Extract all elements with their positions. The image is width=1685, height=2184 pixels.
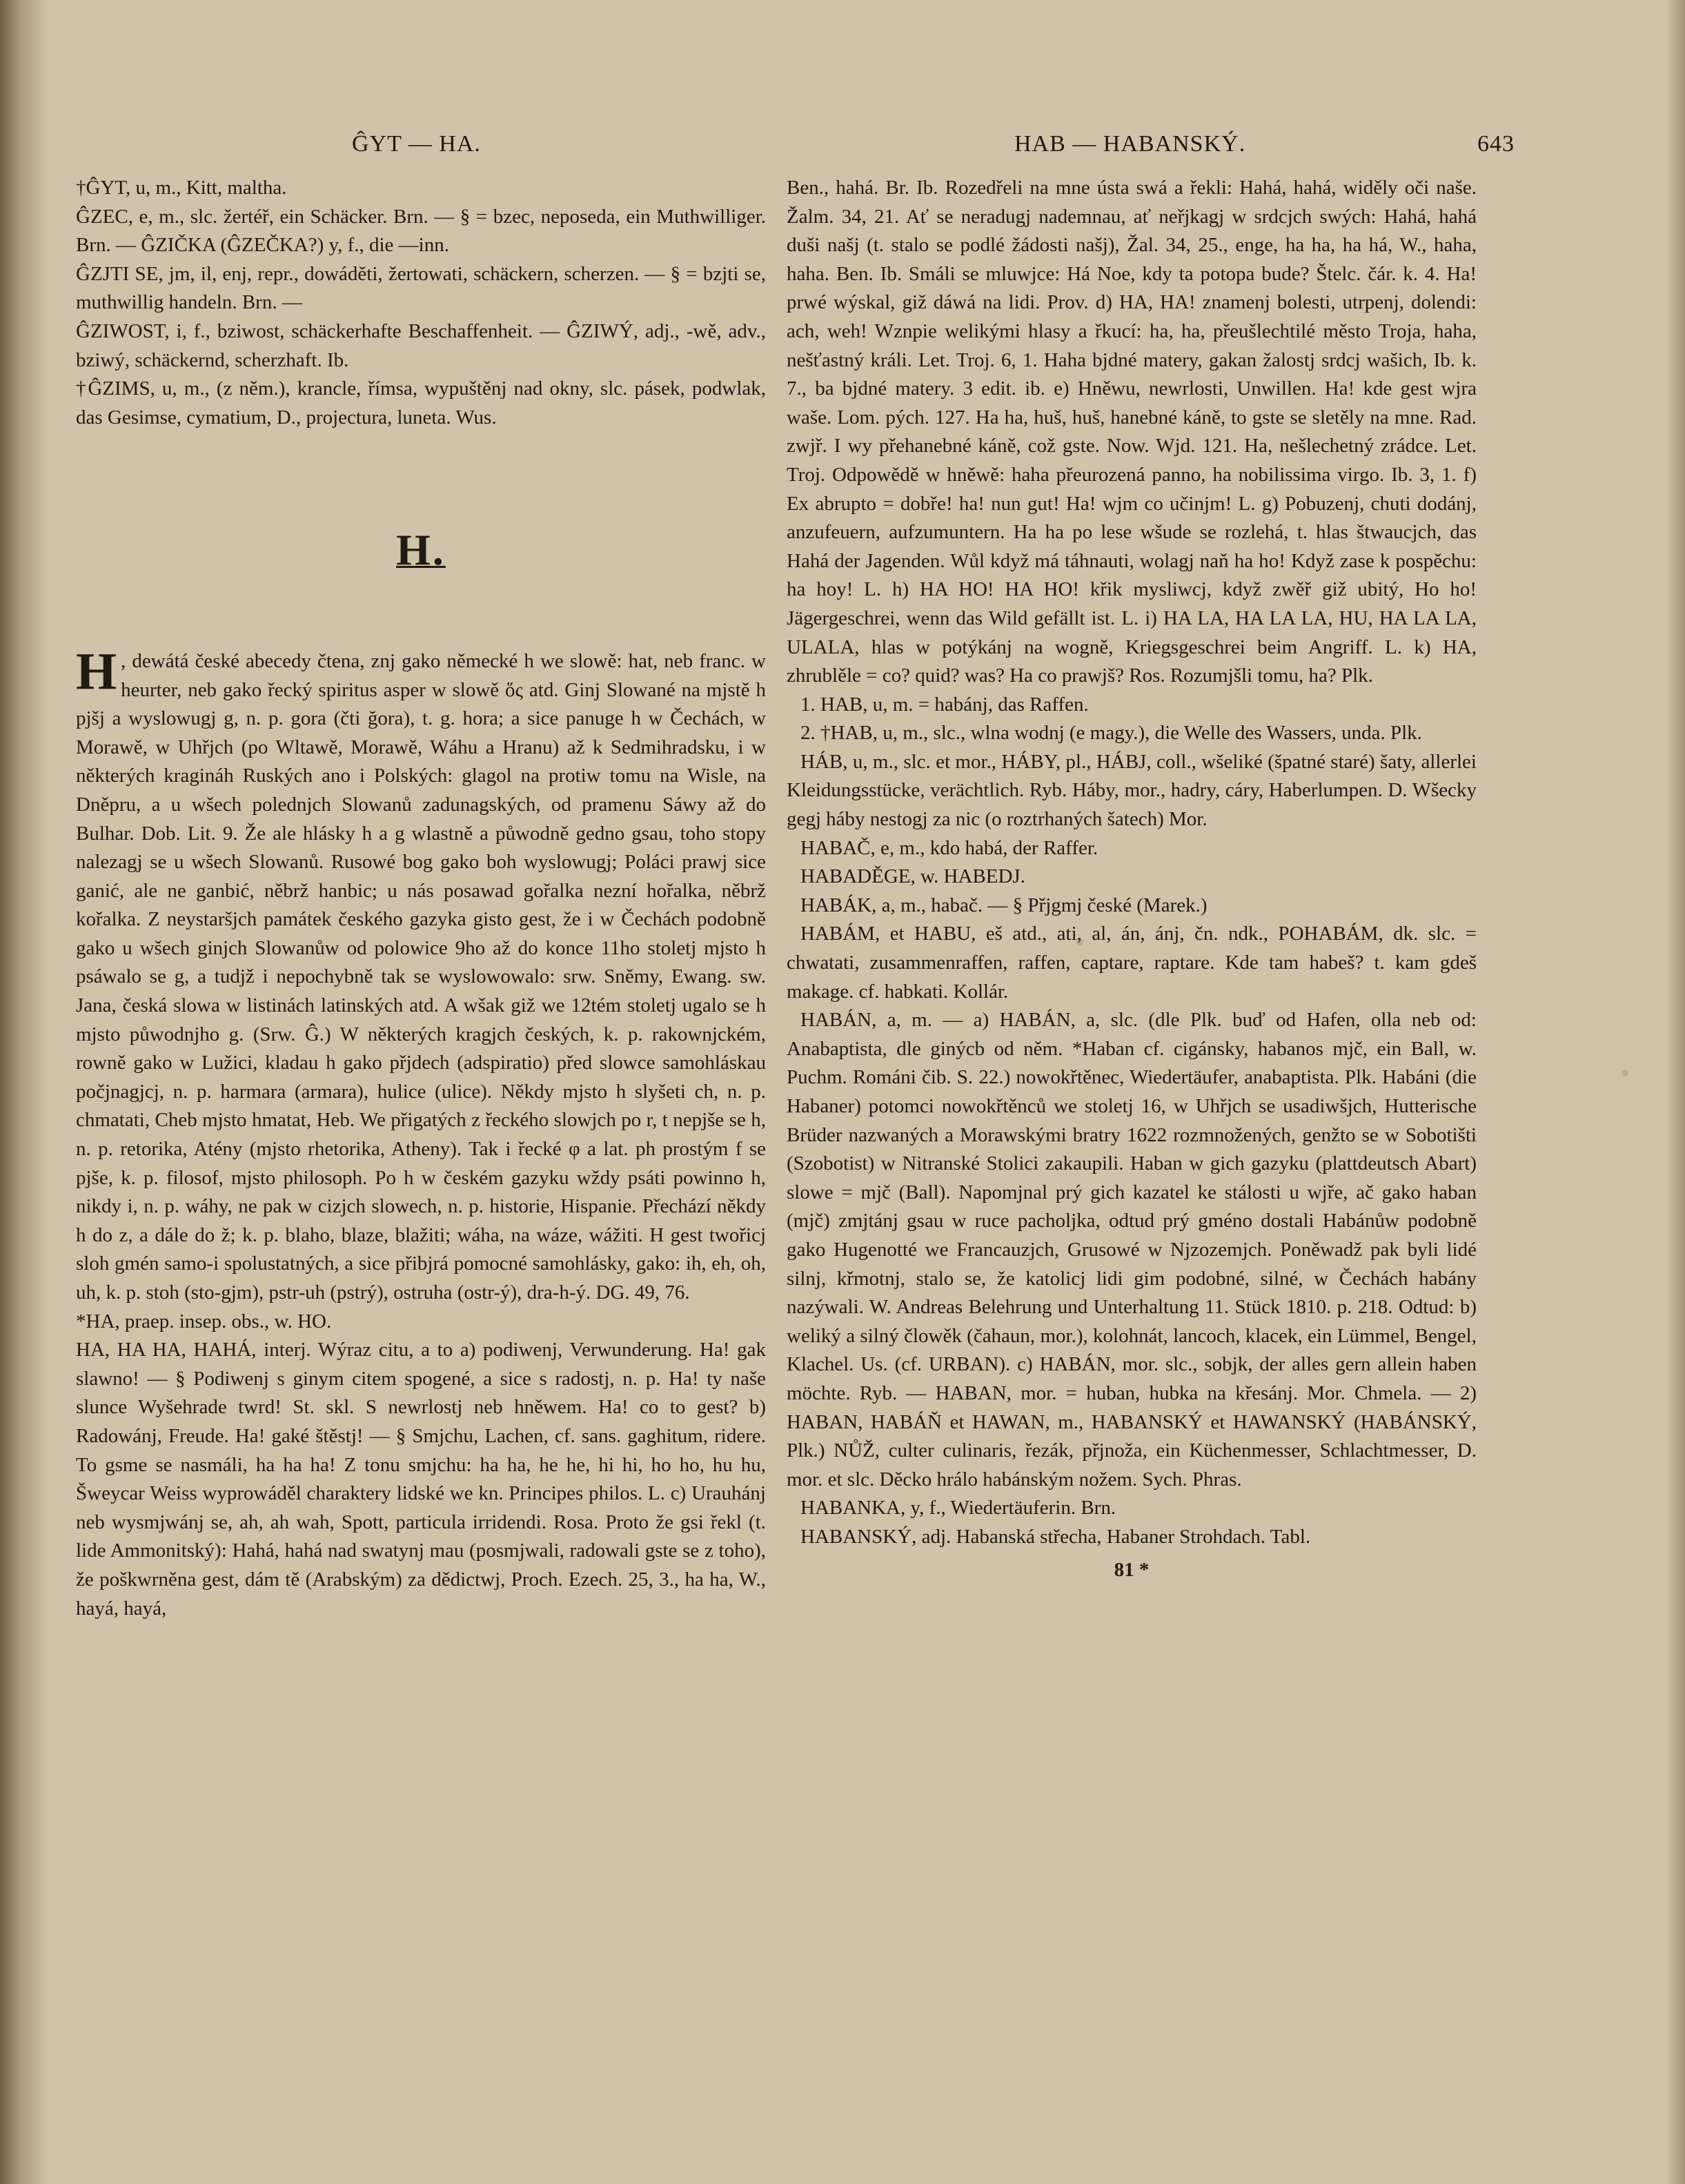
book-spine-shadow — [0, 0, 48, 2184]
entry-habak: HABÁK, a, m., habač. — § Přjgmj české (Marek.) — [800, 894, 1208, 916]
printer-signature: 81 * — [1114, 1558, 1150, 1581]
section-heading-h: H. — [396, 525, 446, 575]
ink-spot — [1622, 1070, 1628, 1076]
entry-habansky: HABANSKÝ, adj. Habanská střecha, Habaner Strohdach. Tabl. — [800, 1525, 1311, 1548]
dictionary-page — [76, 97, 1515, 2125]
entry-gziwost: ĜZIWOST, i, f., bziwost, schäckerhafte Beschaffenheit. — ĜZIWÝ, adj., -wě, adv., bziwý, schäckernd, scherzhaft. Ib. — [76, 319, 766, 371]
entry-ha-interj: HA, HA HA, HAHÁ, interj. Wýraz citu, a to a) podiwenj, Verwunderung. Ha! gak slawno! — § Podiwenj s ginym citem spogené, a sice s radostj, n. p. Ha! ty naše slunce Wyšehrade twrd! St. skl. S newrlostj neb hněwem. Ha! co to gest? b) Radowánj, Freude. Ha! gaké štěstj! — § Smjchu, Lachen, cf. sans. gaghitum, ridere. To gsme se nasmáli, ha ha ha! Z tonu smjchu: ha ha, he he, hi hi, ho ho, hu hu, Šweycar Weiss wyprowáděl charaktery lidské we kn. Principes philos. L. c) Urauhánj neb wysmjwánj se, ah, ah wah, Spott, particula irridendi. Rosa. Proto že gsi řekl (t. lide Ammonitský): Hahá, hahá nad swatynj mau (posmjwali, radowali gste se z toho), že poškwrněna gest, dám tě (Arabským) za dědictwj, Proch. Ezech. 25, 3., ha ha, W., hayá, hayá, — [76, 1339, 766, 1620]
running-head-center: HAB — HABANSKÝ. — [1014, 131, 1246, 157]
entry-gzec: ĜZEC, e, m., slc. žertéř, ein Schäcker. Brn. — § = bzec, neposeda, ein Muthwilliger. Brn. — ĜZIČKA (ĜZEČKA?) y, f., die —inn. — [76, 205, 766, 257]
entry-hab-1: 1. HAB, u, m. = habánj, das Raffen. — [800, 693, 1089, 716]
initial-letter-h: H — [76, 642, 117, 700]
running-head — [76, 131, 1515, 166]
entry-hab-2: 2. †HAB, u, m., slc., wlna wodnj (e magy.), die Welle des Wassers, unda. Plk. — [800, 722, 1422, 745]
entry-ha-praep: *HA, praep. insep. obs., w. HO. — [76, 1310, 332, 1332]
right-column — [787, 174, 1477, 1584]
entry-h-intro — [76, 642, 766, 1308]
entry-gyt: †ĜYT, u, m., Kitt, maltha. — [76, 177, 287, 199]
ink-spot — [1076, 938, 1083, 945]
page-number: 643 — [1477, 131, 1515, 157]
entry-habam: HABÁM, et HABU, eš atd., ati, al, án, ánj, čn. ndk., POHABÁM, dk. slc. = chwatati, zusammenraffen, raffen, captare, raptare. Kde tam habeš? t. kam gdeš makage. cf. habkati. Kollár. — [787, 923, 1477, 1003]
entry-ha-continued: Ben., hahá. Br. Ib. Rozedřeli na mne ústa swá a řekli: Hahá, hahá, widěly oči naše. Žalm. 34, 21. Ať se neradugj nademnau, ať neřjkagj w srdcjch swých: Hahá, hahá duši našj (t. stalo se podlé žádosti našj), Žal. 34, 25., enge, ha ha, ha há, W., haha, haha. Ben. Ib. Smáli se mluwjce: Há Noe, kdy ta potopa bude? Štelc. čár. k. 4. Ha! prwé wýskal, giž dáwá na lidi. Prov. d) HA, HA! znamenj bolesti, utrpenj, dolendi: ach, weh! Wznpie welikými hlasy a řkucí: ha, ha, přeušlechtilé město Troja, haha, nešťastný králi. Let. Troj. 6, 1. Haha bjdné matery, gakan žalostj srdcj wašich, Ib. k. 7., ba bjdné matery. 3 edit. ib. e) Hněwu, newrlosti, Unwillen. Ha! kde gest wjra waše. Lom. pých. 127. Ha ha, huš, huš, hanebné káně, to gste se sletěly na mne. Rad. zwjř. I wy přehanebné káně, což gste. Now. Wjd. 121. Ha, nešlechetný zrádce. Let. Troj. Odpowědě w hněwě: haha přeurozená panno, ha nobilissima virgo. Ib. 3, 1. f) Ex abrupto = dobře! ha! nun gut! Ha! wjm co učinjm! L. g) Pobuzenj, chuti dodánj, anzufeuern, aufzumuntern. Ha ha po lese wšude se rozlehá, t. hlas štwaucjch, das Hahá der Jagenden. Wůl když má táhnauti, wolagj naň ha ho! Když zase k pospěchu: ha hoy! L. h) HA HO! HA HO! křik mysliwcj, když zwěř giž ubitý, Ho ho! Jägergeschrei, wenn das Wild gefällt ist. L. i) HA LA, HA LA LA, HU, HA LA LA, ULALA, hlas w potýkánj na wogně, Kriegsgeschrei beim Angriff. L. k) HA, zhrublěle = co? quid? was? Ha co prawjš? Ros. Rozumjšli tomu, ha? Plk. — [787, 177, 1477, 687]
h-intro-text: , dewátá české abecedy čtena, znj gako německé h we slowě: hat, neb franc. w heurter, neb gako řecký spiritus asper w slowě ὅς atd. Ginj Slowané na mjstě h pjšj a wyslowugj g, n. p. gora (čti ğora), t. g. hora; a sice panuge h w Čechách, w Morawě, w Uhřjch (po Wltawě, Morawě, Wáhu a Hranu) až k Sedmihradsku, i w některých kragináh Ruských ano i Polských: glagol na protiw tomu na Wisle, na Dněpru, a u wšech polednjch Slowanů zadunagských, od pramenu Sáwy až do Bulhar. Dob. Lit. 9. Že ale hlásky h a g wlastně a půwodně gedno gsau, toho stopy nalezagj se u wšech Slowanů. Rusowé bog gako boh wyslowugj; Poláci prawj sice ganić, ale ne ganbić, něbrž hanbic; u nás posawad gořalka nezní hořalka, něbrž kořalka. Z neystaršjch památek českého gazyka gisto gest, že i w Čechách podobně gako u wšech ginjch Slowanůw od polowice 9ho až do konce 11ho stoletj mjsto h psáwalo se g, a tudjž i nepochybně tak se wyslowowalo: srw. Sněmy, Ewang. sw. Jana, česká slowa w listinách latinských atd. A wšak giž we 12tém stoletj ugalo se h mjsto půwodnjho g. (Srw. Ĝ.) W některých kragjch českých, k. p. rakownjckém, rowně gako w Lužici, kladau h gako přjdech (adspiratio) před slowce samohláskau počjnagjcj, n. p. harmara (armara), hulice (ulice). Někdy mjsto h slyšeti ch, n. p. chmatati, Cheb mjsto hmatat, Heb. We přigatých z řeckého slowjch po r, t nepjše se h, n. p. retorika, Atény (mjsto rhetorika, Atheny). Tak i řecké φ a lat. ph prostým f se pjše, k. p. filosof, mjsto philosoph. Po h w českém gazyku wždy psáti powinno h, nikdy i, n. p. wáhy, ne pak w cizjch slowech, n. p. historie, Hispanie. Přechází někdy h do z, a dále do ž; k. p. blaho, blaze, blažiti; wáha, na wáze, wážiti. H gest twořicj sloh gmén samo-i spolustatných, a sice přibjrá pomocné samohlásky, gako: ih, eh, oh, uh, k. p. stoh (sto-gjm), pstr-uh (pstrý), ostruha (ostr-ý), dra-h-ý. DG. 49, 76. — [76, 649, 766, 1303]
entry-haban: HABÁN, a, m. — a) HABÁN, a, slc. (dle Plk. buď od Hafen, olla neb od: Anabaptista, dle ginýcb od něm. *Haban cf. cigánsky, habanos mjč, ein Ball, w. Puchm. Románi čib. S. 22.) nowokřtěnec, Wiedertäufer, anabaptista. Plk. Habáni (die Habaner) potomci nowokřtěnců we stoletj 16, w Uhřjch se usadiwšjch, Hutterische Brüder nazwaných a Morawskými bratry 1622 rozmnožených, genžto se w Sobotišti (Szobotist) w Nitranské Stolici zakaupili. Haban w gich gazyku (plattdeutsch Abart) slowe = mjč (Ball). Napomjnal prý gich kazatel ke stálosti u wjře, ač gako haban (mjč) zmjtánj gsau w ruce pacholjka, odtud prý gméno dostali Habánůw podobně gako Hugenotté we Francauzjch, Grusowé w Njzozemjch. Poněwadž pak byli lidé silnj, křmotnj, stalo se, že katolicj lidi gim podobné, silné, w Čechách habány nazýwali. W. Andreas Belehrung und Unterhaltung 11. Stück 1810. p. 218. Odtud: b) weliký a silný člowěk (čahaun, mor.), kolohnát, lancoch, klacek, ein Lümmel, Bengel, Klachel. Us. (cf. URBAN). c) HABÁN, mor. slc., sobjk, der alles gern allein haben möchte. Ryb. — HABAN, mor. = huban, hubka na křesánj. Mor. Chmela. — 2) HABAN, HABÁŇ et HAWAN, m., HABANSKÝ et HAWANSKÝ (HABÁNSKÝ, Plk.) NŮŽ, culter culinaris, řezák, přjnoža, ein Küchenmesser, Schlachtmesser, D. mor. et slc. Děcko hrálo habánským nožem. Sych. Phras. — [787, 1009, 1477, 1491]
entry-habadege: HABADĚGE, w. HABEDJ. — [800, 865, 1025, 888]
running-head-left: ĜYT — HA. — [352, 131, 481, 157]
entry-habac: HABAČ, e, m., kdo habá, der Raffer. — [800, 836, 1098, 859]
page-edge — [1666, 0, 1685, 2184]
entry-gzims: †ĜZIMS, u, m., (z něm.), krancle, římsa, wypuštěnj nad okny, slc. pásek, podwlak, das Gesimse, cymatium, D., projectura, luneta. Wus. — [76, 377, 766, 429]
entry-habanka: HABANKA, y, f., Wiedertäuferin. Brn. — [800, 1497, 1116, 1519]
entry-gzjti-se: ĜZJTI SE, jm, il, enj, repr., dowáděti, žertowati, schäckern, scherzen. — § = bzjti se, muthwillig handeln. Brn. — — [76, 262, 766, 314]
left-column — [76, 174, 766, 1623]
entry-hab-long: HÁB, u, m., slc. et mor., HÁBY, pl., HÁBJ, coll., wšeliké (špatné staré) šaty, allerlei Kleidungsstücke, verächtlich. Ryb. Háby, mor., hadry, cáry, Haberlumpen. D. Wšecky gegj háby nestogj za nic (o roztrhaných šatech) Mor. — [787, 750, 1477, 831]
